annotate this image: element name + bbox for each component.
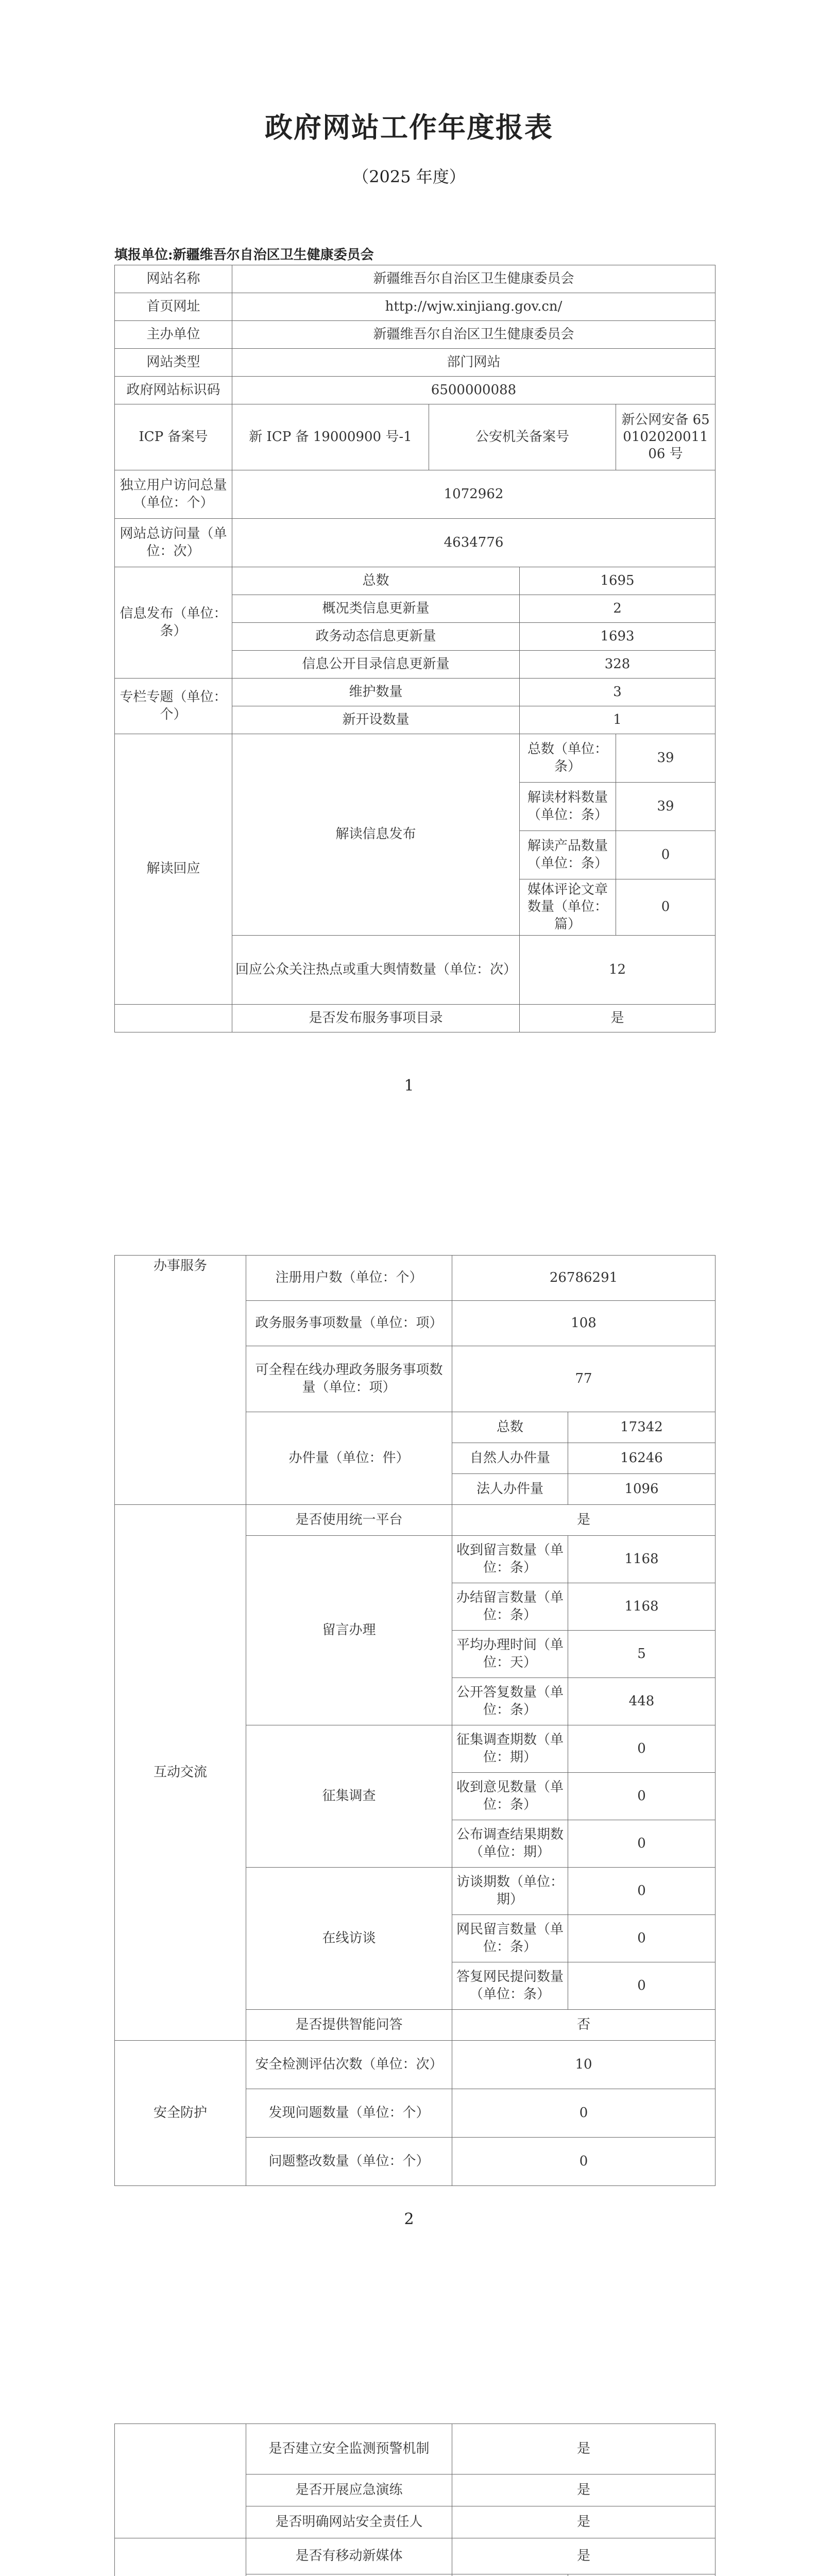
survey-label: 征集调查 <box>246 1725 452 1868</box>
info-dynamic-label: 政务动态信息更新量 <box>232 623 520 651</box>
site-code-label: 政府网站标识码 <box>115 377 232 404</box>
page-number-1: 1 <box>404 1077 414 1095</box>
survey-opinion-value: 0 <box>568 1773 715 1820</box>
service-reg-label: 注册用户数（单位：个） <box>246 1256 452 1301</box>
report-title: 政府网站工作年度报表 <box>265 111 553 144</box>
security-fixed-label: 问题整改数量（单位：个） <box>246 2138 452 2186</box>
security-group-label: 安全防护 <box>115 2041 246 2186</box>
msg-label: 留言办理 <box>246 1536 452 1725</box>
weibo-name-label <box>452 2574 568 2576</box>
survey-opinion-label: 收到意见数量（单位：条） <box>452 1773 568 1820</box>
interact-group-label: 互动交流 <box>115 1505 246 2041</box>
homepage-value: http://wjw.xinjiang.gov.cn/ <box>232 293 715 321</box>
msg-pub-label: 公开答复数量（单位：条） <box>452 1678 568 1725</box>
interpret-media-label: 媒体评论文章数量（单位：篇） <box>520 879 616 936</box>
interpret-media-value: 0 <box>616 879 715 936</box>
info-overview-value: 2 <box>520 595 715 623</box>
info-total-value: 1695 <box>520 567 715 595</box>
info-total-label: 总数 <box>232 567 520 595</box>
service-group-label: 办事服务 <box>115 1256 246 1505</box>
interpret-publish-label: 解读信息发布 <box>232 734 520 936</box>
survey-count-label: 征集调查期数（单位：期） <box>452 1725 568 1773</box>
interview-answer-label: 答复网民提问数量（单位：条） <box>452 1962 568 2010</box>
report-table-page1 <box>114 265 715 1032</box>
site-name-value: 新疆维吾尔自治区卫生健康委员会 <box>232 265 715 293</box>
column-new-label: 新开设数量 <box>232 706 520 734</box>
icp-value: 新 ICP 备 19000900 号-1 <box>232 404 429 470</box>
homepage-label: 首页网址 <box>115 293 232 321</box>
interpret-total-value: 39 <box>616 734 715 783</box>
info-disclosure-value: 328 <box>520 651 715 679</box>
site-code-value: 6500000088 <box>232 377 715 404</box>
interpret-group-label: 解读回应 <box>115 734 232 1005</box>
info-overview-label: 概况类信息更新量 <box>232 595 520 623</box>
service-items-value: 108 <box>452 1301 715 1346</box>
info-disclosure-label: 信息公开目录信息更新量 <box>232 651 520 679</box>
handle-natural-value: 16246 <box>568 1443 715 1474</box>
security-eval-label: 安全检测评估次数（单位：次） <box>246 2041 452 2089</box>
security-owner-label: 是否明确网站安全责任人 <box>246 2506 452 2538</box>
column-maintain-label: 维护数量 <box>232 679 520 706</box>
report-year: （2025 年度） <box>352 167 466 187</box>
msg-time-label: 平均办理时间（单位：天） <box>452 1631 568 1678</box>
interpret-product-value: 0 <box>616 831 715 879</box>
service-online-label: 可全程在线办理政务服务事项数量（单位：项） <box>246 1346 452 1412</box>
survey-pub-value: 0 <box>568 1820 715 1868</box>
handle-natural-label: 自然人办件量 <box>452 1443 568 1474</box>
uv-value: 1072962 <box>232 470 715 519</box>
info-group-label: 信息发布（单位：条） <box>115 567 232 679</box>
pv-value: 4634776 <box>232 519 715 567</box>
handle-total-value: 17342 <box>568 1412 715 1443</box>
service-list-label: 是否发布服务事项目录 <box>232 1004 520 1032</box>
msg-pub-value: 448 <box>568 1678 715 1725</box>
site-type-label: 网站类型 <box>115 349 232 377</box>
sponsor-label: 主办单位 <box>115 321 232 349</box>
fill-unit: 填报单位:新疆维吾尔自治区卫生健康委员会 <box>114 247 374 263</box>
site-name-label: 网站名称 <box>115 265 232 293</box>
survey-pub-label: 公布调查结果期数（单位：期） <box>452 1820 568 1868</box>
media-has-label: 是否有移动新媒体 <box>246 2538 452 2574</box>
handle-legal-value: 1096 <box>568 1474 715 1505</box>
service-reg-value: 26786291 <box>452 1256 715 1301</box>
interview-msg-value: 0 <box>568 1915 715 1962</box>
column-maintain-value: 3 <box>520 679 715 706</box>
security-monitor-value: 是 <box>452 2424 715 2475</box>
pv-label: 网站总访问量（单位：次） <box>115 519 232 567</box>
security-monitor-label: 是否建立安全监测预警机制 <box>246 2424 452 2475</box>
interpret-respond-label: 回应公众关注热点或重大舆情数量（单位：次） <box>232 935 520 1004</box>
report-table-page3 <box>114 2424 715 2576</box>
interview-msg-label: 网民留言数量（单位：条） <box>452 1915 568 1962</box>
page-number-2: 2 <box>404 2210 414 2228</box>
msg-done-value: 1168 <box>568 1583 715 1631</box>
security-owner-value: 是 <box>452 2506 715 2538</box>
msg-done-label: 办结留言数量（单位：条） <box>452 1583 568 1631</box>
smart-qa-label: 是否提供智能问答 <box>246 2010 452 2041</box>
unified-value: 是 <box>452 1505 715 1536</box>
icp-label: ICP 备案号 <box>115 404 232 470</box>
media-group-label <box>115 2538 246 2576</box>
interview-label: 在线访谈 <box>246 1868 452 2010</box>
interpret-material-label: 解读材料数量（单位：条） <box>520 783 616 831</box>
report-table-page2 <box>114 1255 715 2186</box>
smart-qa-value: 否 <box>452 2010 715 2041</box>
site-type-value: 部门网站 <box>232 349 715 377</box>
service-list-value: 是 <box>520 1004 715 1032</box>
msg-recv-value: 1168 <box>568 1536 715 1583</box>
msg-recv-label: 收到留言数量（单位：条） <box>452 1536 568 1583</box>
security-fixed-value: 0 <box>452 2138 715 2186</box>
sponsor-value: 新疆维吾尔自治区卫生健康委员会 <box>232 321 715 349</box>
column-group-label: 专栏专题（单位：个） <box>115 679 232 734</box>
service-online-value: 77 <box>452 1346 715 1412</box>
column-new-value: 1 <box>520 706 715 734</box>
msg-time-value: 5 <box>568 1631 715 1678</box>
survey-count-value: 0 <box>568 1725 715 1773</box>
interview-count-label: 访谈期数（单位：期） <box>452 1868 568 1915</box>
interview-count-value: 0 <box>568 1868 715 1915</box>
service-handle-label: 办件量（单位：件） <box>246 1412 452 1505</box>
weibo-label <box>246 2574 452 2576</box>
weibo-name-value <box>568 2574 715 2576</box>
handle-legal-label: 法人办件量 <box>452 1474 568 1505</box>
security-found-value: 0 <box>452 2089 715 2138</box>
interpret-total-label: 总数（单位：条） <box>520 734 616 783</box>
interpret-product-label: 解读产品数量（单位：条） <box>520 831 616 879</box>
security-eval-value: 10 <box>452 2041 715 2089</box>
police-value: 新公网安备 65010202001106 号 <box>616 404 715 470</box>
uv-label: 独立用户访问总量（单位：个） <box>115 470 232 519</box>
interview-answer-value: 0 <box>568 1962 715 2010</box>
security-found-label: 发现问题数量（单位：个） <box>246 2089 452 2138</box>
interpret-material-value: 39 <box>616 783 715 831</box>
handle-total-label: 总数 <box>452 1412 568 1443</box>
media-has-value: 是 <box>452 2538 715 2574</box>
interpret-respond-value: 12 <box>520 935 715 1004</box>
service-items-label: 政务服务事项数量（单位：项） <box>246 1301 452 1346</box>
security-drill-label: 是否开展应急演练 <box>246 2475 452 2506</box>
info-dynamic-value: 1693 <box>520 623 715 651</box>
police-label: 公安机关备案号 <box>429 404 616 470</box>
unified-label: 是否使用统一平台 <box>246 1505 452 1536</box>
security-drill-value: 是 <box>452 2475 715 2506</box>
